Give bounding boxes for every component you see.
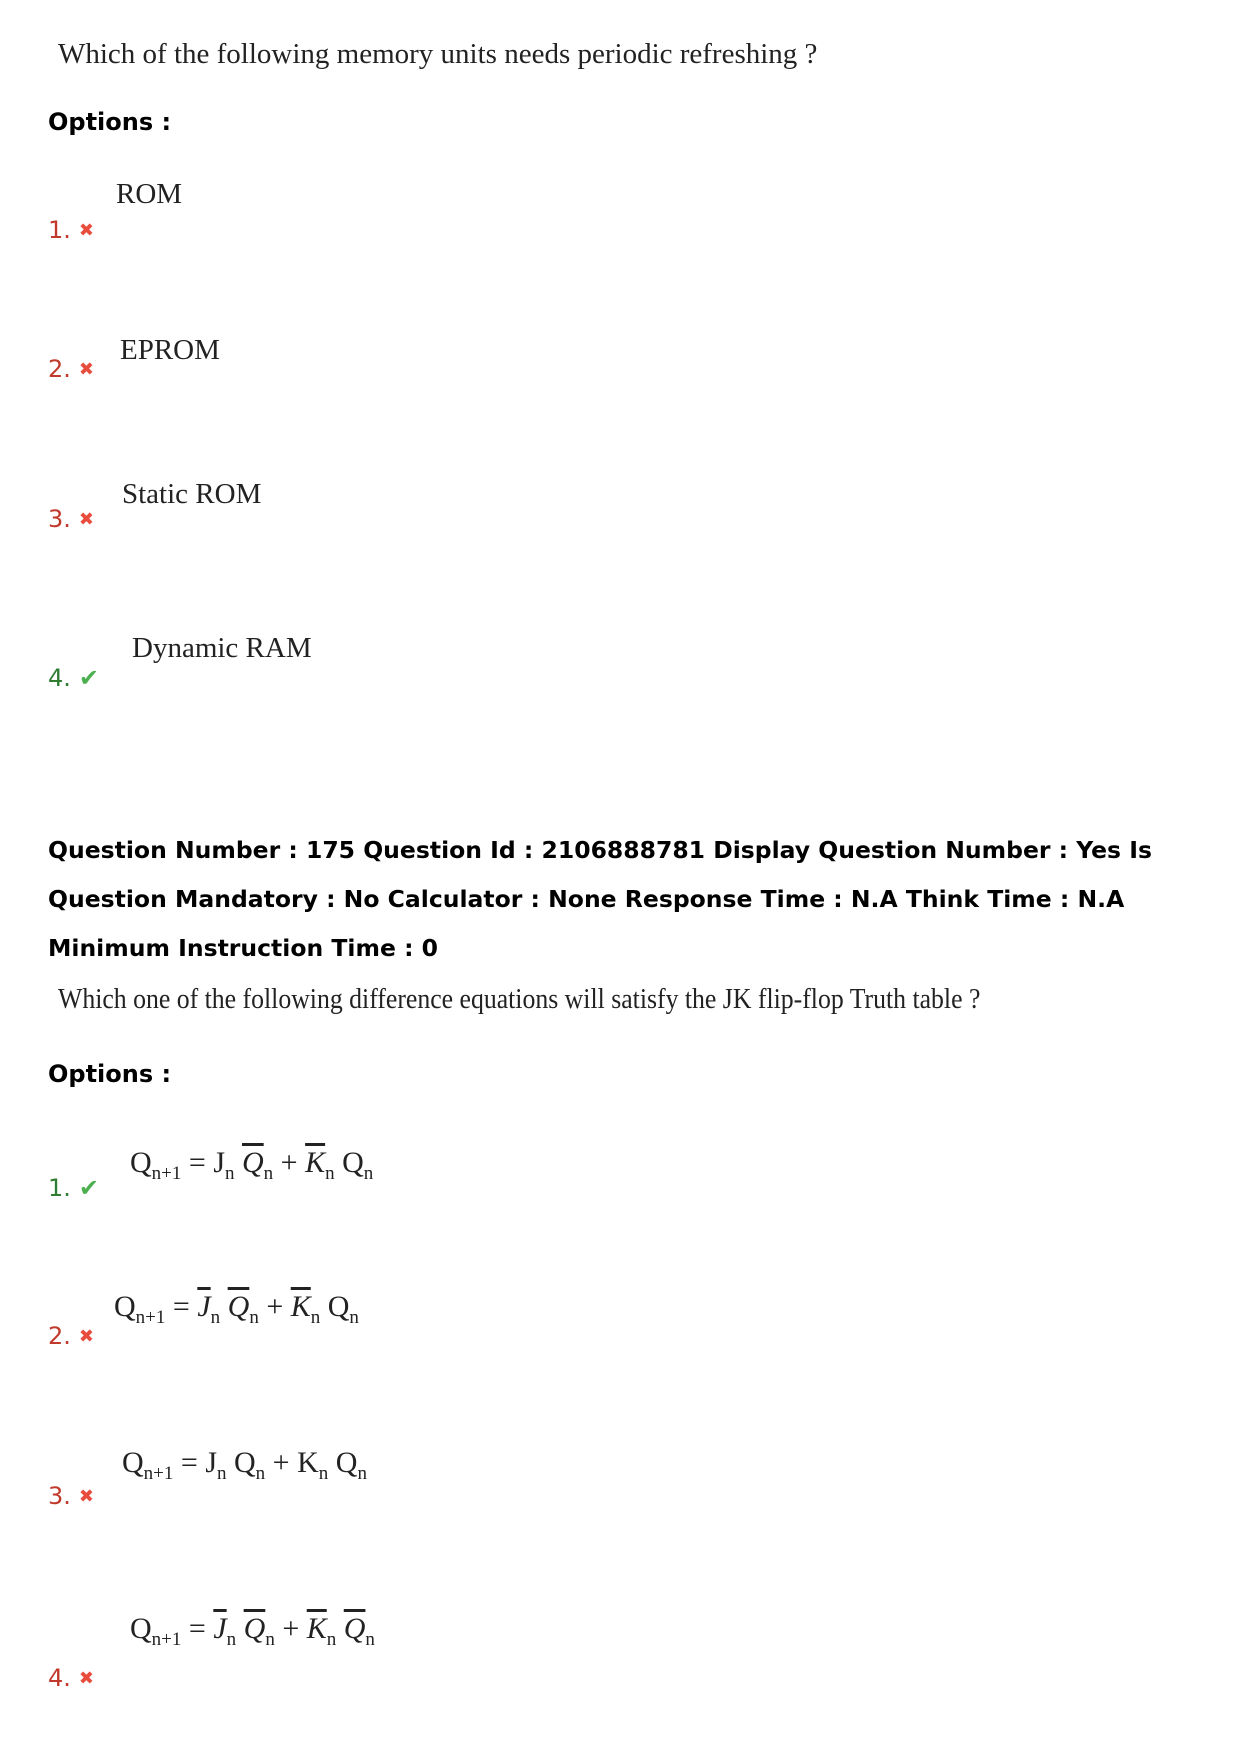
q2-option-3-number: 3. ✖ — [48, 1482, 94, 1510]
q1-option-4-text: Dynamic RAM — [132, 632, 312, 664]
q2-option-1-equation: $Q_{n+1} = J_n$ $\overline{Q}_n + \overline{K}_n$ $Q_n$ — [130, 1146, 374, 1184]
wrong-icon: ✖ — [78, 1486, 94, 1507]
check-icon: ✔ — [78, 664, 100, 692]
q1-option-2-text: EPROM — [120, 334, 220, 366]
q1-option-2-number: 2. ✖ — [48, 355, 94, 383]
q2-option-4-number: 4. ✖ — [48, 1664, 94, 1692]
q2-option-1-number: 1. ✔ — [48, 1174, 100, 1202]
wrong-icon: ✖ — [78, 220, 94, 241]
question-1-text: Which of the following memory units needs periodic refreshing ? — [58, 38, 818, 70]
options-label-2: Options : — [48, 1060, 172, 1088]
q1-option-4-number: 4. ✔ — [48, 664, 100, 692]
q2-option-3-equation: $Q_{n+1} = J_n$ $Q_n + K_n$ $Q_n$ — [122, 1446, 367, 1484]
wrong-icon: ✖ — [78, 509, 94, 530]
options-label-1: Options : — [48, 108, 172, 136]
wrong-icon: ✖ — [78, 1668, 94, 1689]
question-2-meta: Question Number : 175 Question Id : 2106888781 Display Question Number : Yes Is Question Mandatory : No Calculator : None Response Time : N.A Think Time : N.A Minimum Instruction Time : 0 — [48, 836, 1152, 962]
q1-option-3-number: 3. ✖ — [48, 505, 94, 533]
question-2-text: Which one of the following difference equations will satisfy the JK flip-flop Truth table ? — [58, 984, 981, 1015]
q1-option-1-number: 1. ✖ — [48, 216, 94, 244]
q2-option-2-number: 2. ✖ — [48, 1322, 94, 1350]
check-icon: ✔ — [78, 1174, 100, 1202]
wrong-icon: ✖ — [78, 359, 94, 380]
q2-option-2-equation: $Q_{n+1} = \overline{J}_n$ $\overline{Q}_n + \overline{K}_n$ $Q_n$ — [114, 1290, 359, 1328]
q1-option-1-text: ROM — [116, 178, 183, 210]
q2-option-4-equation: $Q_{n+1} = \overline{J}_n$ $\overline{Q}_n + \overline{K}_n$ $\overline{Q}_n$ — [130, 1612, 375, 1650]
q1-option-3-text: Static ROM — [122, 478, 262, 510]
wrong-icon: ✖ — [78, 1326, 94, 1347]
